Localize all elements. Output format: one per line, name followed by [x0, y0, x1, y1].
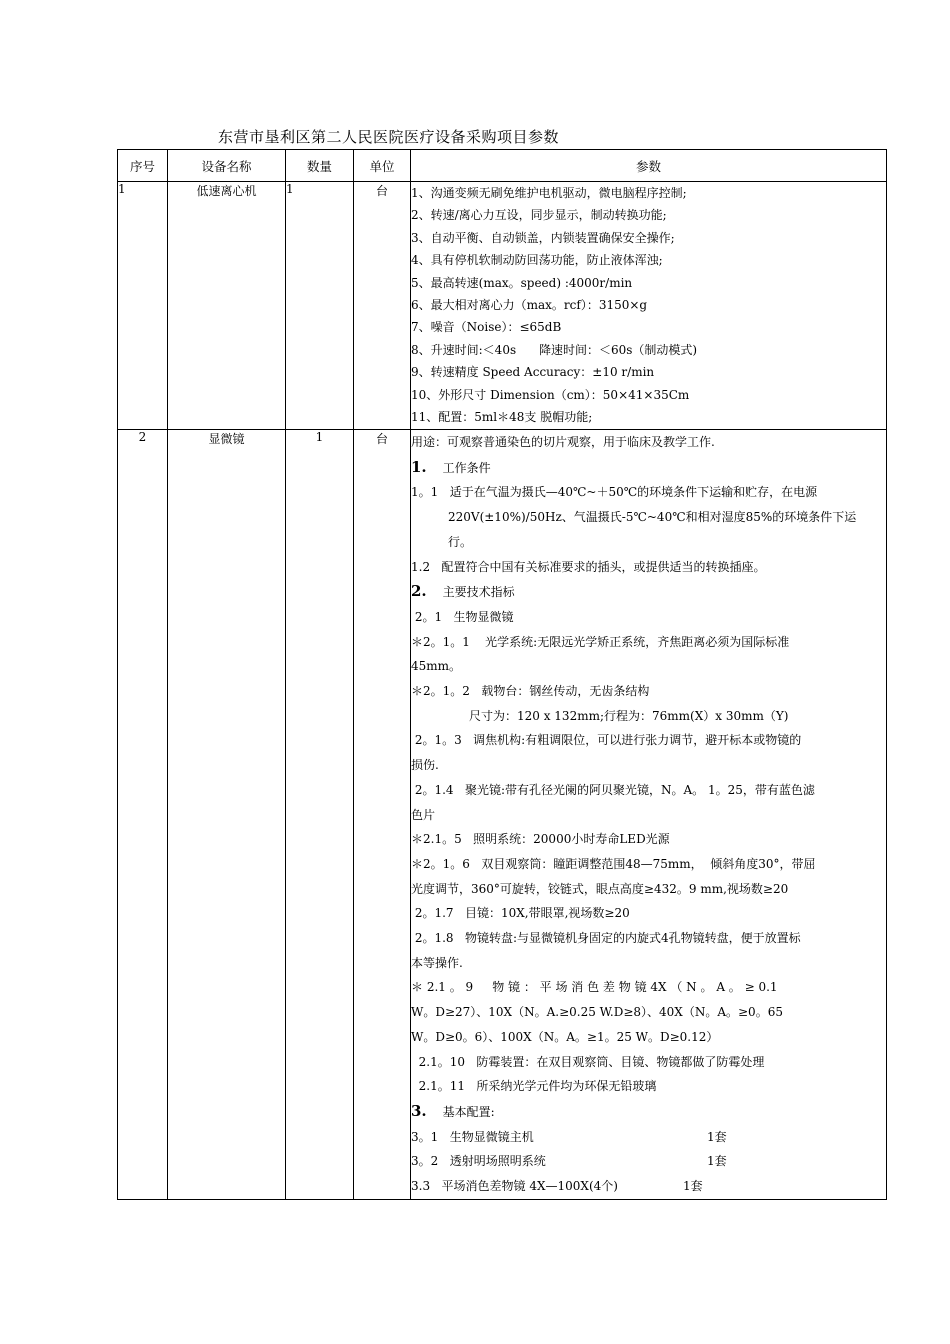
param-line: 6、最大相对离心力（max。rcf）：3150×g: [411, 298, 648, 313]
param-line: 尺寸为：120 x 132mm;行程为：76mm(X）x 30mm（Y): [469, 708, 789, 723]
param-line: 11、配置：5ml＊48支 脱帽功能;: [411, 410, 593, 425]
row1-unit: 台: [354, 182, 411, 430]
param-line: 行。: [448, 534, 473, 549]
param-line: 45mm。: [411, 659, 462, 674]
param-line: ＊ 2.1 。 9 物 镜 ： 平 场 消 色 差 物 镜 4X （ N 。 A 。 ≥ 0.1: [411, 980, 778, 995]
param-line: 5、最高转速(max。speed) :4000r/min: [411, 275, 633, 290]
param-line: 2.1。10 防霉装置：在双目观察筒、目镜、物镜都做了防霉处理: [411, 1054, 765, 1069]
param-line: 1。1 适于在气温为摄氏—40℃~＋50℃的环境条件下运输和贮存，在电源: [411, 485, 818, 500]
row1-index: 1: [118, 182, 168, 430]
table-row: [118, 430, 887, 1200]
param-line: 2。1.4 聚光镜:带有孔径光阑的阿贝聚光镜，N。A。 1。25，带有蓝色滤: [411, 782, 815, 797]
section-heading: [411, 1099, 886, 1125]
table-header-row: [118, 150, 887, 182]
param-line: 7、噪音（Noise）：≤65dB: [411, 320, 562, 335]
spec-table: [117, 149, 887, 1200]
header-qty: 数量: [286, 150, 354, 182]
header-index: 序号: [118, 150, 168, 182]
section-title: 主要技术指标: [442, 585, 515, 600]
param-line: ＊2。1。6 双目观察筒：瞳距调整范围48—75mm， 倾斜角度30°，带屈: [411, 856, 816, 871]
param-line: 1.2 配置符合中国有关标准要求的插头，或提供适当的转换插座。: [411, 559, 766, 574]
param-usage: 用途：可观察普通染色的切片观察，用于临床及教学工作.: [411, 435, 715, 449]
param-line: 2、转速/离心力互设，同步显示，制动转换功能;: [411, 208, 667, 223]
config-item-name: 3。2 透射明场照明系统: [411, 1154, 546, 1169]
row1-params: [411, 182, 887, 430]
param-line: W。D≥27）、10X（N。A.≥0.25 W.D≥8）、40X（N。A。≥0。65: [411, 1005, 783, 1020]
param-line: ＊2。1。1 光学系统:无限远光学矫正系统，齐焦距离必须为国际标准: [411, 634, 790, 649]
param-line: 2。1.7 目镜：10X,带眼罩,视场数≥20: [411, 906, 630, 921]
param-line: 2.1。11 所采纳光学元件均为环保无铅玻璃: [411, 1079, 657, 1094]
param-line: 4、具有停机软制动防回荡功能，防止液体浑浊;: [411, 253, 663, 268]
row2-params: [411, 430, 887, 1200]
row2-index: 2: [118, 430, 168, 1200]
param-line: 2。1。3 调焦机构:有粗调限位，可以进行张力调节，避开标本或物镜的: [411, 733, 802, 748]
section-title: 基本配置:: [442, 1104, 495, 1119]
param-line: 10、外形尺寸 Dimension（cm）：50×41×35Cm: [411, 387, 690, 402]
config-item-name: 3。1 生物显微镜主机: [411, 1129, 534, 1144]
table-row: [118, 182, 887, 430]
header-unit: 单位: [354, 150, 411, 182]
param-line: ＊2.1。5 照明系统：20000小时寿命LED光源: [411, 832, 670, 847]
header-name: 设备名称: [168, 150, 286, 182]
param-line: W。D≥0。6）、100X（N。A。≥1。25 W。D≥0.12）: [411, 1029, 719, 1044]
param-line: 2。1 生物显微镜: [411, 609, 514, 624]
config-item: [411, 1149, 886, 1174]
section-number: 1.: [411, 457, 427, 476]
param-line: 损伤.: [411, 758, 439, 773]
row2-name: 显微镜: [168, 430, 286, 1200]
param-line: 本等操作.: [411, 955, 463, 970]
row2-unit: 台: [354, 430, 411, 1200]
config-item-qty: 1套: [683, 1179, 703, 1194]
param-line: ＊2。1。2 载物台：钢丝传动，无齿条结构: [411, 684, 650, 699]
param-line: 色片: [411, 807, 436, 822]
section-number: 2.: [411, 582, 427, 601]
section-heading: [411, 579, 886, 605]
param-line: 1、沟通变频无刷免维护电机驱动，微电脑程序控制;: [411, 186, 687, 200]
param-line: 220V(±10%)/50Hz、气温摄氏-5℃~40℃和相对湿度85%的环境条件下运: [448, 510, 857, 525]
section-number: 3.: [411, 1101, 427, 1120]
param-line: 9、转速精度 Speed Accuracy：±10 r/min: [411, 365, 655, 380]
param-line: 8、升速时间:＜40s 降速时间：＜60s（制动模式): [411, 342, 698, 357]
section-heading: [411, 455, 886, 481]
config-item-qty: 1套: [707, 1129, 727, 1144]
config-item-qty: 1套: [707, 1154, 727, 1169]
param-line: 3、自动平衡、自动锁盖，内锁装置确保安全操作;: [411, 230, 675, 245]
param-line: 光度调节，360°可旋转，铰链式，眼点高度≥432。9 mm,视场数≥20: [411, 881, 789, 896]
row1-name: 低速离心机: [168, 182, 286, 430]
row2-qty: 1: [286, 430, 354, 1200]
config-item: [411, 1125, 886, 1150]
header-params: 参数: [411, 150, 887, 182]
page-title: 东营市垦利区第二人民医院医疗设备采购项目参数: [218, 128, 560, 146]
config-item: [411, 1174, 886, 1199]
row1-qty: 1: [286, 182, 354, 430]
config-item-name: 3.3 平场消色差物镜 4X—100X(4个): [411, 1179, 618, 1194]
section-title: 工作条件: [442, 460, 491, 475]
param-line: 2。1.8 物镜转盘:与显微镜机身固定的内旋式4孔物镜转盘，便于放置标: [411, 931, 801, 946]
